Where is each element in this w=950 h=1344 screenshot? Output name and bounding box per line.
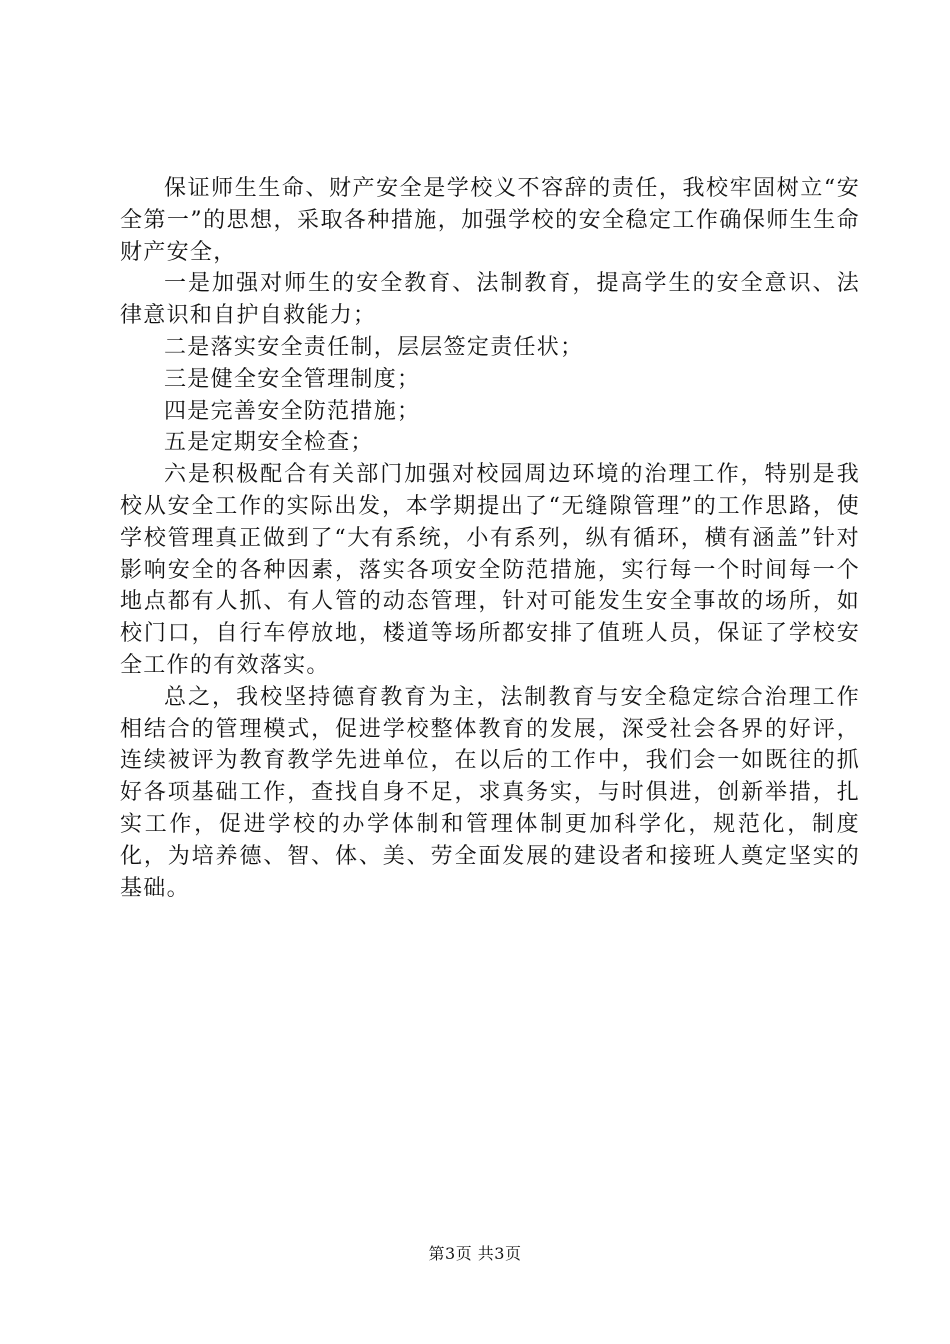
paragraph-conclusion: 总之，我校坚持德育教育为主，法制教育与安全稳定综合治理工作相结合的管理模式，促进学校整体教育的发展，深受社会各界的好评，连续被评为教育教学先进单位，在以后的工作中，我们会一如既往的抓好各项基础工作，查找自身不足，求真务实，与时俱进，创新举措，扎实工作，促进学校的办学体制和管理体制更加科学化，规范化，制度化，为培养德、智、体、美、劳全面发展的建设者和接班人奠定坚实的基础。 (120, 684, 860, 901)
page-number: 第3页 (428, 1244, 473, 1263)
paragraph-item-5: 五是定期安全检查； (164, 430, 374, 456)
page-total: 共3页 (477, 1244, 522, 1263)
paragraph-item-2: 二是落实安全责任制，层层签定责任状； (164, 334, 584, 360)
document-body (120, 173, 860, 904)
paragraph-item-1: 一是加强对师生的安全教育、法制教育，提高学生的安全意识、法律意识和自护自救能力； (120, 271, 860, 329)
paragraph-intro: 保证师生生命、财产安全是学校义不容辞的责任，我校牢固树立“安全第一”的思想，采取各种措施，加强学校的安全稳定工作确保师生生命财产安全， (120, 176, 860, 265)
paragraph-item-4: 四是完善安全防范措施； (164, 398, 421, 424)
paragraph-item-6: 六是积极配合有关部门加强对校园周边环境的治理工作，特别是我校从安全工作的实际出发，本学期提出了“无缝隙管理”的工作思路，使学校管理真正做到了“大有系统，小有系列，纵有循环，横有涵盖”针对影响安全的各种因素，落实各项安全防范措施，实行每一个时间每一个地点都有人抓、有人管的动态管理，针对可能发生安全事故的场所，如校门口，自行车停放地，楼道等场所都安排了值班人员，保证了学校安全工作的有效落实。 (120, 462, 860, 678)
paragraph-item-3: 三是健全安全管理制度； (164, 366, 421, 392)
page-footer (0, 1244, 950, 1264)
